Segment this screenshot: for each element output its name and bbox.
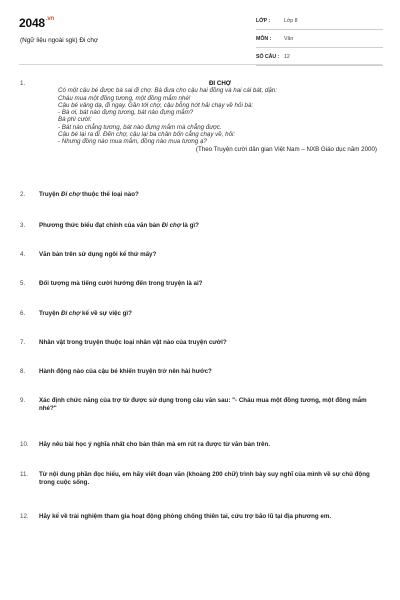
meta-row-class xyxy=(256,15,383,30)
question-number: 11. xyxy=(20,471,29,478)
passage-line: - Bà ơi, bát nào đựng tương, bát nào đựng mắm? xyxy=(58,109,194,117)
question-text: Hãy nêu bài học ý nghĩa nhất cho bản thân mà em rút ra được từ văn bản trên. xyxy=(39,441,270,448)
question-number: 2. xyxy=(20,191,26,198)
question-text: Xác định chức năng của trợ từ được sử dụng trong câu văn sau: "- Cháu mua một đồng tương, một đồng mắm nhé?" xyxy=(39,397,367,413)
question-number: 6. xyxy=(20,310,26,317)
passage-line: - Bát nào chẳng tương, bát nào đựng mắm mà chẳng được. xyxy=(58,123,222,131)
meta-label: SỐ CÂU : xyxy=(256,54,280,60)
question-text: Đối tượng mà tiếng cười hướng đến trong truyện là ai? xyxy=(39,280,203,287)
question-number: 12. xyxy=(20,513,29,520)
question-number: 9. xyxy=(20,397,26,404)
meta-value: Lớp 8 xyxy=(284,18,298,24)
reading-passage xyxy=(58,80,382,153)
passage-line: - Nhưng đồng nào mua mắm, đồng nào mua tương ạ? xyxy=(58,138,207,146)
meta-label: MÔN : xyxy=(256,36,272,42)
question-text: Truyện Đi chợ thuộc thể loại nào? xyxy=(39,191,139,198)
question-number: 7. xyxy=(20,339,26,346)
passage-line: Có một cậu bé được bà sai đi chợ. Bà đưa cho cậu hai đồng và hai cái bát, dặn: xyxy=(58,87,277,95)
logo-main: 2048 xyxy=(19,16,45,30)
passage-title: ĐI CHỢ xyxy=(208,80,232,87)
passage-line: Bà phì cười: xyxy=(58,116,92,124)
question-text: Từ nội dung phần đọc hiểu, em hãy viết đoạn văn (khoảng 200 chữ) trình bày suy nghĩ của mình về sự chủ động trong cuộc sống. xyxy=(39,471,370,487)
meta-row-subject xyxy=(256,33,383,48)
passage-source: (Theo Truyện cười dân gian Việt Nam – NXB Giáo dục năm 2000) xyxy=(195,145,377,153)
meta-value: Văn xyxy=(284,36,294,42)
question-number: 1. xyxy=(20,80,26,87)
passage-line: Cậu bé lại ra đi. Đến chợ, cậu lại ba chân bốn cẳng chạy về, hỏi: xyxy=(58,131,236,139)
question-text: Nhân vật trong truyện thuộc loại nhân vật nào của truyện cười? xyxy=(39,339,227,346)
meta-label: LỚP : xyxy=(256,18,271,24)
question-text: Truyện Đi chợ kể về sự việc gì? xyxy=(39,310,132,317)
logo-tld: .vn xyxy=(45,16,54,22)
document-title: (Ngữ liệu ngoài sgk) Đi chợ xyxy=(20,37,99,44)
question-number: 8. xyxy=(20,368,26,375)
question-text: Hành động nào của cậu bé khiến truyện trở nên hài hước? xyxy=(39,368,212,375)
question-text: Hãy kể về trải nghiệm tham gia hoạt động phòng chống thiên tai, cứu trợ bão lũ tại địa phương em. xyxy=(39,513,332,520)
header-divider xyxy=(19,64,382,65)
question-text: Phương thức biểu đạt chính của văn bản Đi chợ là gì? xyxy=(39,222,199,229)
question-number: 10. xyxy=(20,441,29,448)
passage-line: Cháu mua một đồng tương, một đồng mắm nhé! xyxy=(58,94,191,102)
passage-line: Cậu bé vâng dạ, đi ngay. Gần tới chợ, cậu bỗng hớt hải chạy về hỏi bà: xyxy=(58,101,254,109)
question-text: Văn bản trên sử dụng ngôi kể thứ mấy? xyxy=(39,251,157,258)
meta-value: 12 xyxy=(284,54,290,60)
question-number: 3. xyxy=(20,222,26,229)
meta-info xyxy=(256,15,383,69)
site-logo[interactable] xyxy=(19,16,54,30)
question-number: 5. xyxy=(20,280,26,287)
question-number: 4. xyxy=(20,251,26,258)
